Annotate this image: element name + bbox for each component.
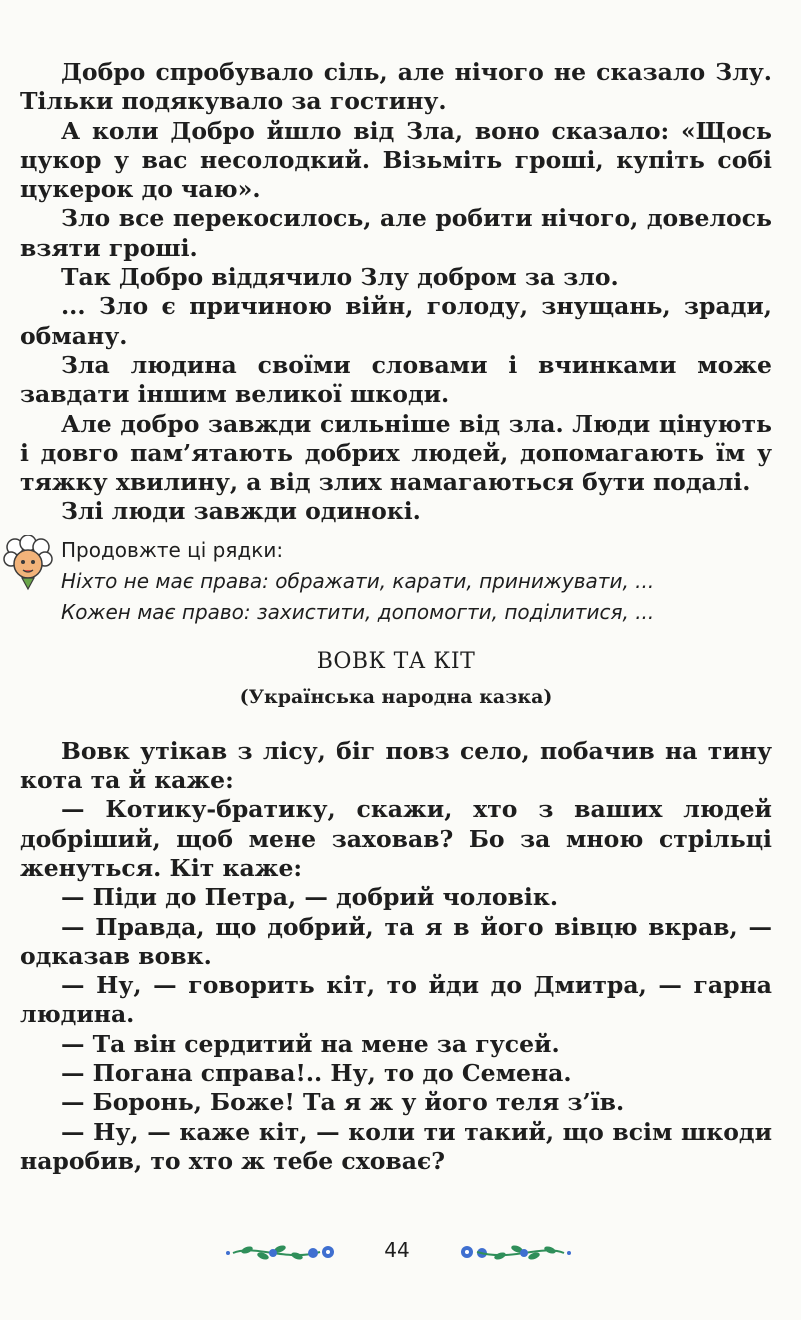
girl-face-icon (3, 535, 53, 591)
paragraph: Зла людина своїми словами і вчинками може завдати іншим великої шкоди. (20, 350, 772, 409)
story-paragraph: — Ну, — говорить кіт, то йди до Дмитра, — гарна людина. (20, 971, 772, 1029)
paragraph: А коли Добро йшло від Зла, воно сказало: «Щось цукор у вас несолодкий. Візьміть гроші, купіть собі цукерок до чаю». (20, 116, 772, 204)
story-title: ВОВК ТА КІТ (316, 648, 476, 674)
task-title: Продовжте ці рядки: (61, 537, 284, 562)
story-subtitle: (Українська народна казка) (239, 685, 553, 708)
task-line-2: Кожен має право: захистити, допомогти, поділитися, ... (61, 599, 655, 624)
page-footer (0, 1236, 801, 1276)
paragraph: Зло все перекосилось, але робити нічого, довелось взяти гроші. (20, 204, 772, 262)
paragraph: Так Добро віддячило Злу добром за зло. (61, 263, 619, 292)
story-paragraph: — Правда, що добрий, та я в його вівцю вкрав, — одказав вовк. (20, 912, 772, 970)
story-paragraph: — Погана справа!.. Ну, то до Семена. (61, 1059, 572, 1088)
story-paragraph: Вовк утікав з лісу, біг повз село, побачив на тину кота та й каже: (20, 736, 772, 795)
story-paragraph: — Боронь, Боже! Та я ж у його теля з’їв. (61, 1088, 625, 1117)
story-paragraph: — Та він сердитий на мене за гусей. (61, 1029, 560, 1058)
story-paragraph: — Ну, — каже кіт, — коли ти такий, що всім шкоди наробив, то хто ж тебе сховає? (20, 1117, 772, 1175)
floral-ornament-icon (225, 1240, 345, 1266)
page-number: 44 (384, 1238, 410, 1262)
paragraph: ... Зло є причиною війн, голоду, знущань, зради, обману. (20, 292, 772, 350)
page-content (20, 58, 772, 1176)
task-line-1: Ніхто не має права: ображати, карати, принижувати, ... (61, 568, 655, 593)
paragraph: Добро спробувало сіль, але нічого не сказало Злу. Тільки подякувало за гостину. (20, 58, 772, 116)
story-paragraph: — Котику-братику, скажи, хто з ваших людей добріший, щоб мене заховав? Бо за мною стрільці женуться. Кіт каже: (20, 795, 772, 882)
story-paragraph: — Піди до Петра, — добрий чоловік. (61, 883, 559, 912)
task-block (20, 533, 772, 637)
paragraph: Але добро завжди сильніше від зла. Люди цінують і довго пам’ятають добрих людей, допомагають їм у тяжку хвилину, а від злих намагаються бути подалі. (20, 409, 772, 497)
floral-ornament-icon (452, 1240, 572, 1266)
paragraph: Злі люди завжди одинокі. (61, 497, 421, 526)
